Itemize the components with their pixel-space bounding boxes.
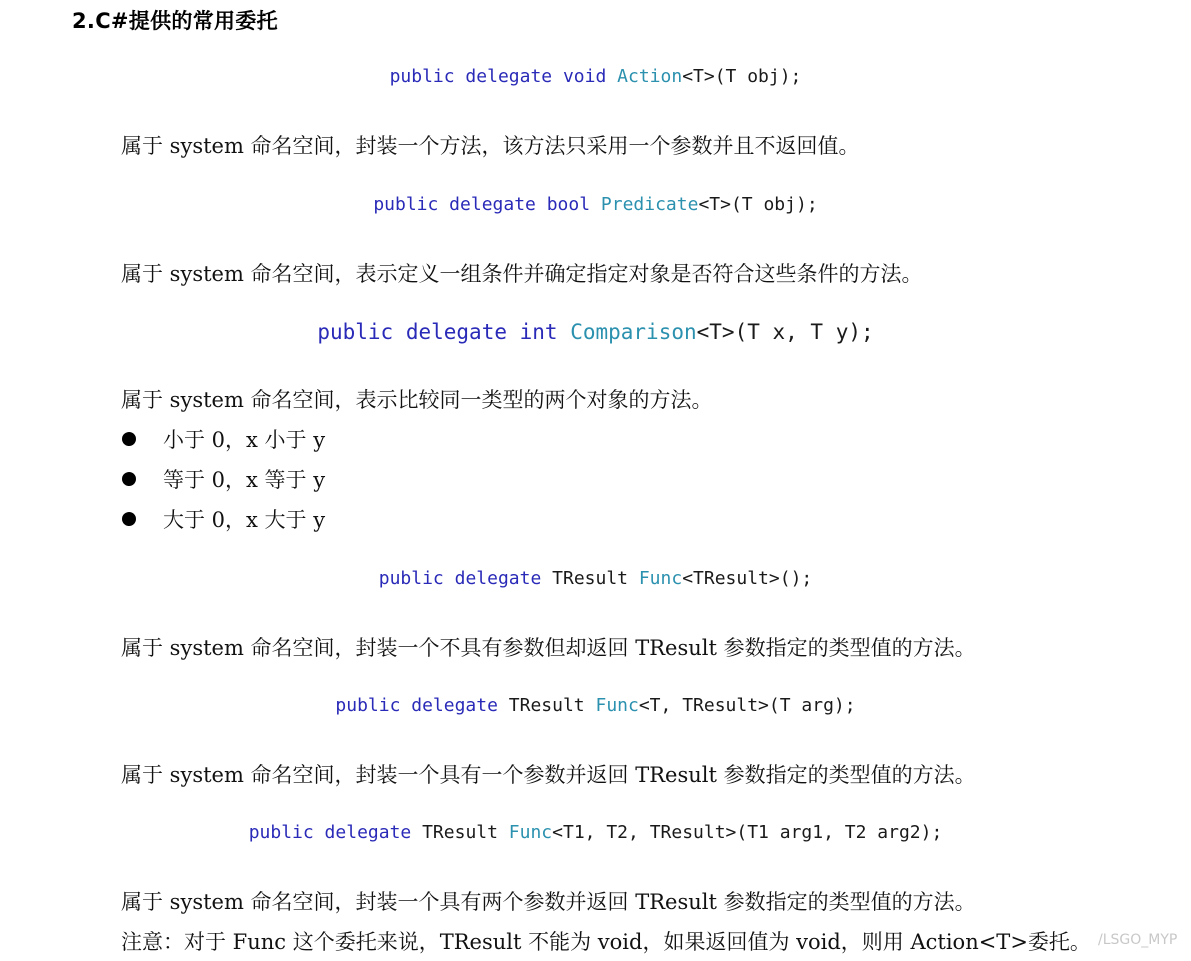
code-type-name: Comparison xyxy=(570,320,697,344)
code-signature: <T, TResult>(T arg); xyxy=(638,695,856,716)
code-signature: <T>(T x, T y); xyxy=(696,320,874,344)
code-line-comparison xyxy=(0,320,1191,344)
code-return-type: TResult xyxy=(508,695,596,716)
bullet-icon xyxy=(122,512,136,526)
code-signature: <TResult>(); xyxy=(682,568,813,589)
code-return-type: TResult xyxy=(422,822,509,843)
code-signature: <T>(T obj); xyxy=(698,194,818,215)
code-type-name: Predicate xyxy=(600,194,699,215)
code-line-func-2 xyxy=(0,822,1191,843)
description-func-0: 属于 system 命名空间，封装一个不具有参数但却返回 TResult 参数指定的类型值的方法。 xyxy=(121,636,976,660)
code-type-name: Action xyxy=(617,66,683,87)
code-keywords: public delegate bool xyxy=(373,194,601,215)
code-keywords: public delegate xyxy=(248,822,423,843)
code-type-name: Func xyxy=(508,822,553,843)
code-line-predicate xyxy=(0,194,1191,215)
code-keywords: public delegate xyxy=(378,568,553,589)
code-line-action xyxy=(0,66,1191,87)
description-func-2: 属于 system 命名空间，封装一个具有两个参数并返回 TResult 参数指定的类型值的方法。 xyxy=(121,890,976,914)
code-line-func-1 xyxy=(0,695,1191,716)
description-func-1: 属于 system 命名空间，封装一个具有一个参数并返回 TResult 参数指定的类型值的方法。 xyxy=(121,763,976,787)
code-keywords: public delegate void xyxy=(389,66,618,87)
description-action: 属于 system 命名空间，封装一个方法，该方法只采用一个参数并且不返回值。 xyxy=(121,134,860,158)
note-paragraph: 注意：对于 Func 这个委托来说，TResult 不能为 void，如果返回值为 void，则用 Action<T>委托。 xyxy=(121,930,1091,954)
code-signature: <T1, T2, TResult>(T1 arg1, T2 arg2); xyxy=(552,822,943,843)
code-return-type: TResult xyxy=(552,568,639,589)
watermark: /LSGO_MYP xyxy=(1098,932,1178,948)
bullet-icon xyxy=(122,432,136,446)
description-predicate: 属于 system 命名空间，表示定义一组条件并确定指定对象是否符合这些条件的方法。 xyxy=(121,262,923,286)
code-line-func-0 xyxy=(0,568,1191,589)
list-item-text: 等于 0，x 等于 y xyxy=(163,468,326,492)
code-type-name: Func xyxy=(595,695,639,716)
code-keywords: public delegate int xyxy=(317,320,571,344)
section-heading: 2.C#提供的常用委托 xyxy=(72,9,278,33)
list-item-text: 大于 0，x 大于 y xyxy=(163,508,326,532)
description-comparison: 属于 system 命名空间，表示比较同一类型的两个对象的方法。 xyxy=(121,388,713,412)
code-signature: <T>(T obj); xyxy=(682,66,802,87)
bullet-icon xyxy=(122,472,136,486)
code-keywords: public delegate xyxy=(335,695,509,716)
code-type-name: Func xyxy=(638,568,683,589)
list-item-text: 小于 0，x 小于 y xyxy=(163,428,326,452)
